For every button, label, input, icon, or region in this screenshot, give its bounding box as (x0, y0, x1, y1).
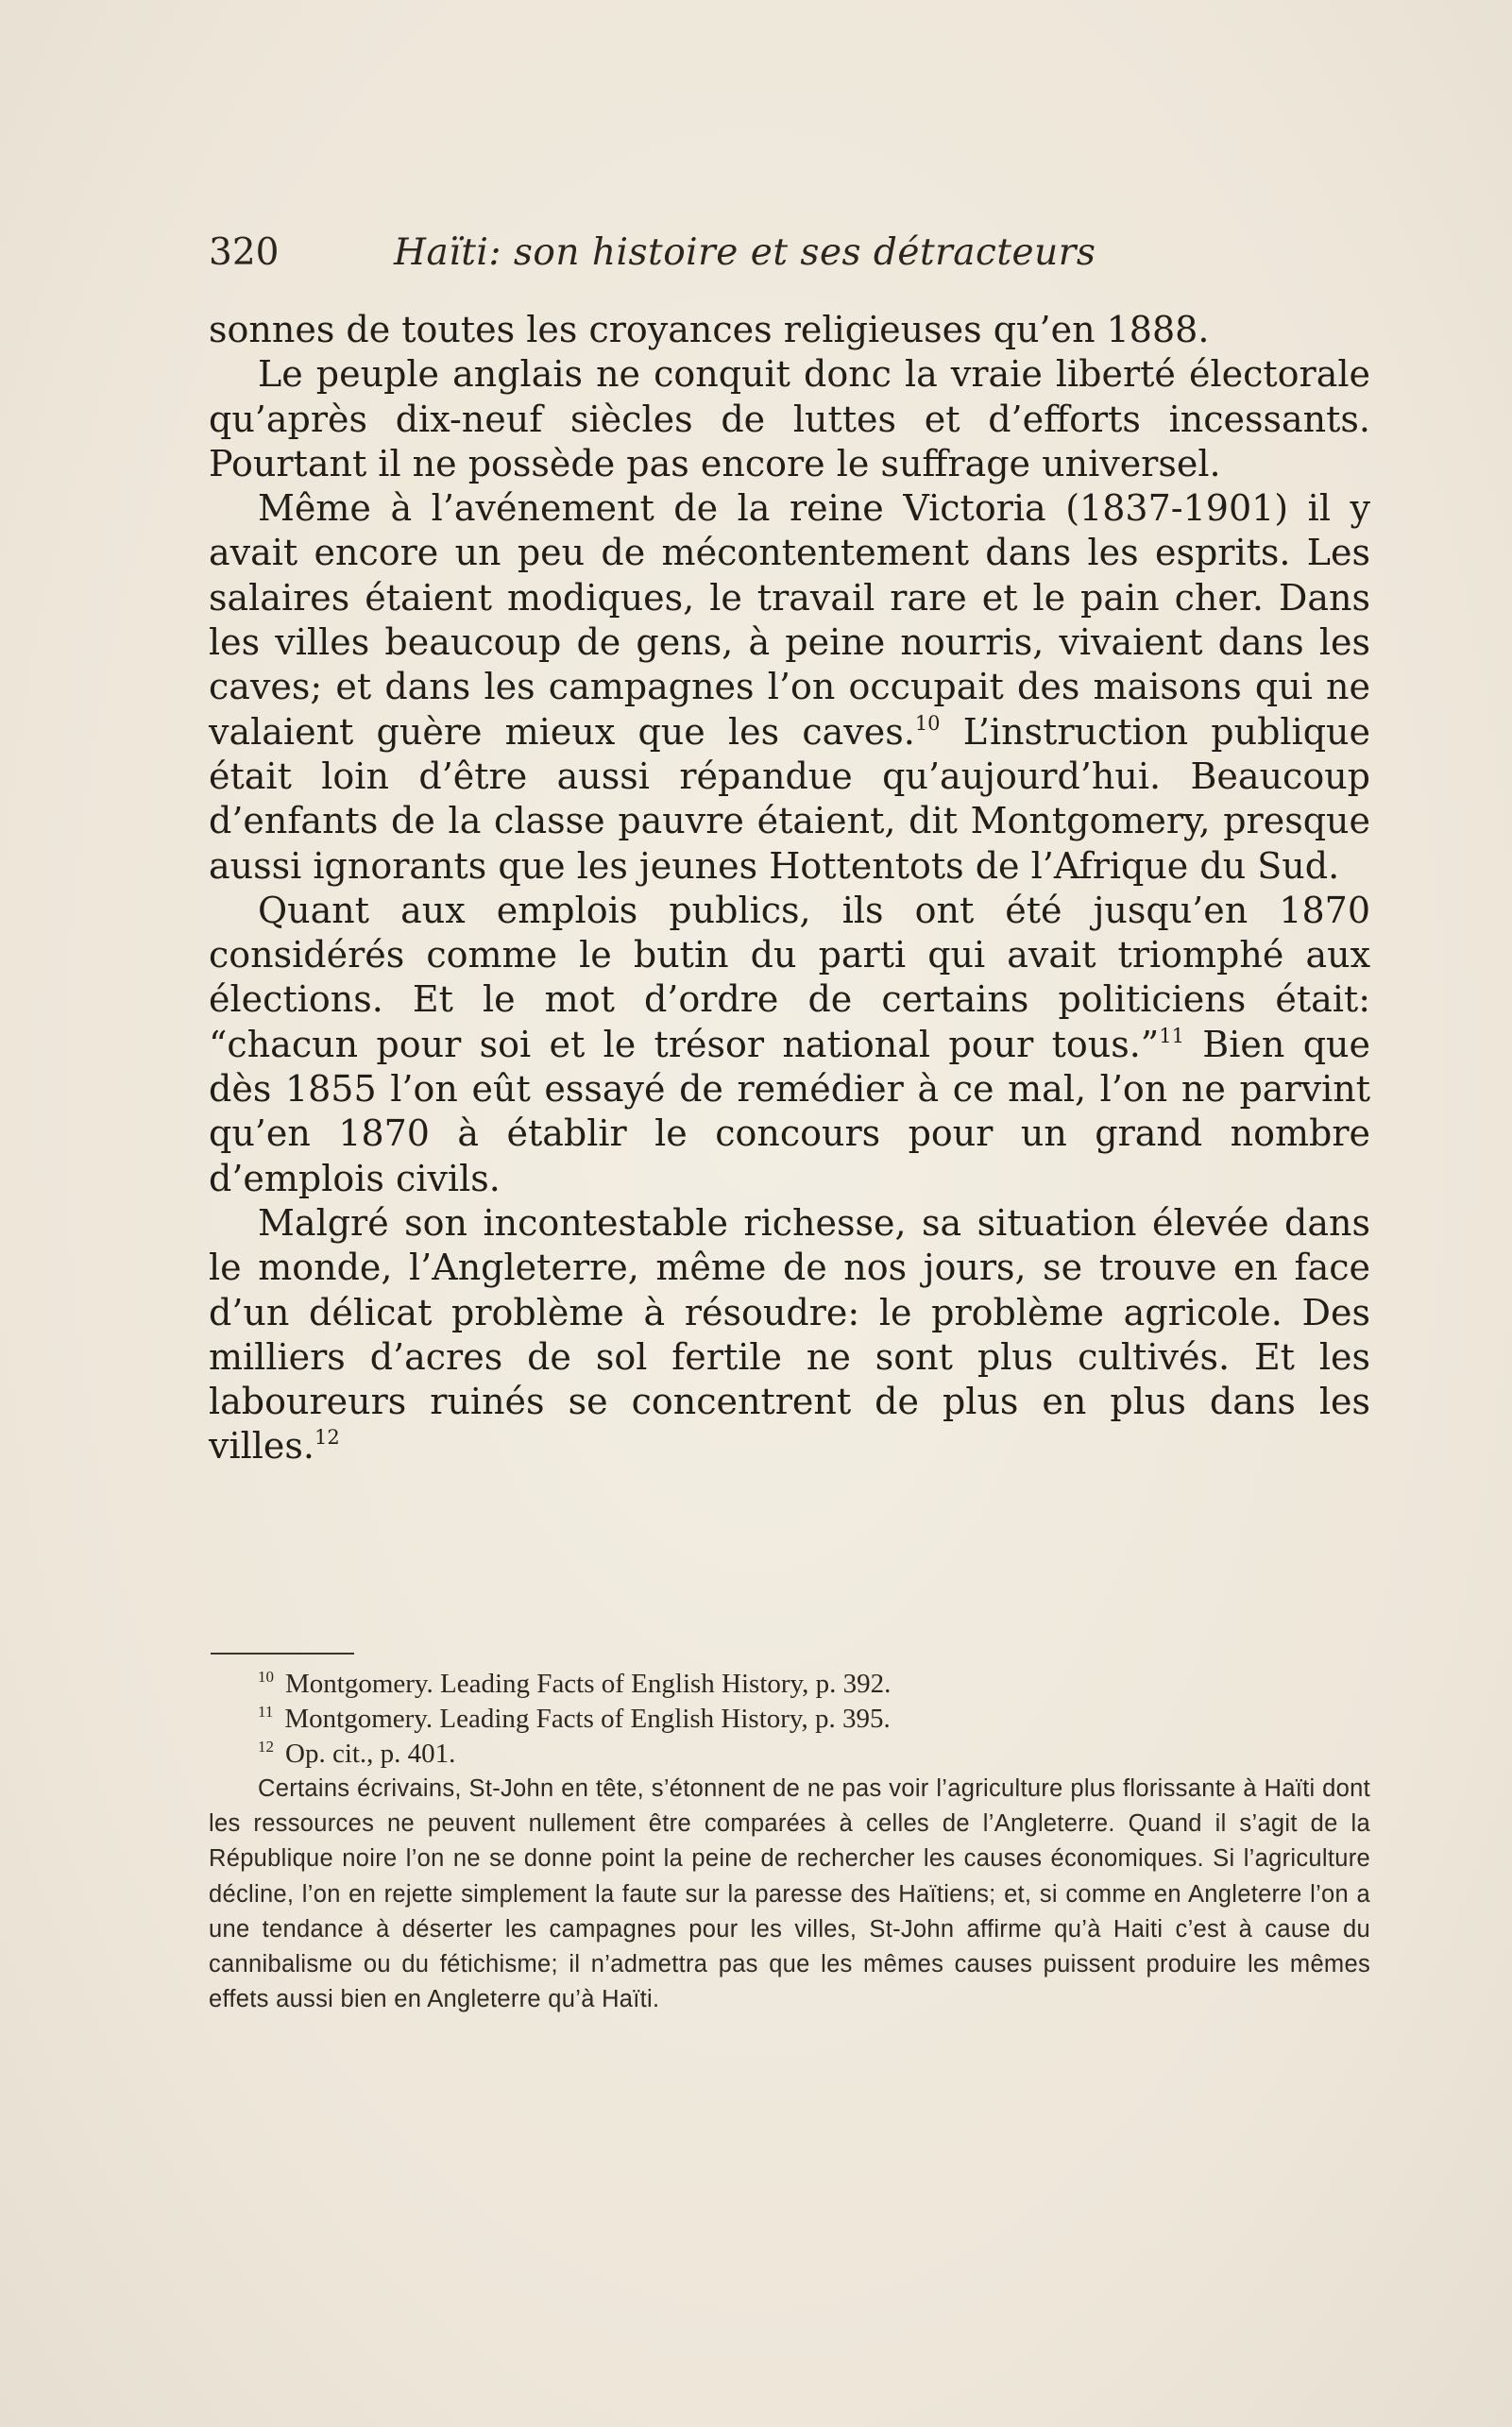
page-number: 320 (209, 231, 280, 274)
footnote-text: Op. cit., p. 401. (285, 1739, 456, 1769)
footnote-11 (209, 1702, 1370, 1737)
footnote-ref-11[interactable]: 11 (1159, 1024, 1184, 1047)
paragraph-public-employment (209, 889, 1370, 1201)
footnote-number: 12 (258, 1738, 274, 1756)
paragraph-agriculture (209, 1201, 1370, 1469)
paragraph-text: Bien que dès 1855 l’on eût essayé de remédier à ce mal, l’on ne parvint qu’en 1870 à établir le concours pour un grand nombre d’emplois civils. (209, 1023, 1370, 1199)
body-text (209, 308, 1370, 1469)
paragraph-text: Malgré son incontestable richesse, sa situation élevée dans le monde, l’Angleterre, même de nos jours, se trouve en face d’un délicat problème à résoudre: le problème agricole. Des milliers d’acres de sol fertile ne sont plus cultivés. Et les laboureurs ruinés se concentrent de plus en plus dans les villes. (209, 1201, 1370, 1468)
paragraph-text: L’instruction publique était loin d’être aussi répandue qu’aujourd’hui. Beaucoup d’enfants de la classe pauvre étaient, dit Montgomery, presque aussi ignorants que les jeunes Hottentots de l’Afrique du Sud. (209, 710, 1370, 887)
paragraph-electoral-liberty: Le peuple anglais ne conquit donc la vraie liberté électorale qu’après dix-neuf siècles de luttes et d’efforts incessants. Pourtant il ne possède pas encore le suffrage universel. (209, 353, 1370, 484)
footnote-ref-12[interactable]: 12 (314, 1426, 340, 1450)
paragraph-text: Quant aux emplois publics, ils ont été jusqu’en 1870 considérés comme le butin du parti qui avait triomphé aux élections. Et le mot d’ordre de certains politiciens était: “chacun pour soi et le trésor national pour tous.” (209, 889, 1370, 1065)
footnote-ref-10[interactable]: 10 (914, 711, 941, 735)
footnote-number: 11 (258, 1703, 274, 1721)
footnote-12-commentary: Certains écrivains, St-John en tête, s’étonnent de ne pas voir l’agriculture plus florissante à Haïti dont les ressources ne peuvent nullement être comparées à celles de l’Angleterre. Quand il s’agit de la République noire l’on ne se donne point la peine de rechercher les causes économiques. Si l’agriculture décline, l’on en rejette simplement la faute sur la paresse des Haïtiens; et, si comme en Angleterre l’on a une tendance à déserter les campagnes pour les villes, St-John affirme qu’à Haiti c’est à cause du cannibalisme ou du fétichisme; il n’admettra pas que les mêmes causes puissent produire les mêmes effets aussi bien en Angleterre qu’à Haïti. (209, 1775, 1370, 2013)
footnote-10 (209, 1667, 1370, 1702)
paragraph-victoria (209, 486, 1370, 889)
footnote-12 (209, 1737, 1370, 1772)
footnote-text: Montgomery. Leading Facts of English History, p. 395. (284, 1704, 891, 1734)
footnotes (209, 1667, 1370, 2017)
footnote-number: 10 (258, 1668, 274, 1686)
running-title: Haïti: son histoire et ses détracteurs (394, 231, 1096, 274)
paragraph-continued: sonnes de toutes les croyances religieuses qu’en 1888. (209, 309, 1210, 350)
footnote-text: Montgomery. Leading Facts of English History, p. 392. (285, 1669, 892, 1699)
paragraph-text: Même à l’avénement de la reine Victoria (1837-1901) il y avait encore un peu de mécontentement dans les esprits. Les salaires étaient modiques, le travail rare et le pain cher. Dans les villes beaucoup de gens, à peine nourris, vivaient dans les caves; et dans les campagnes l’on occupait des maisons qui ne valaient guère mieux que les caves. (209, 487, 1370, 753)
footnote-divider (211, 1653, 354, 1655)
page-header (209, 225, 1370, 281)
